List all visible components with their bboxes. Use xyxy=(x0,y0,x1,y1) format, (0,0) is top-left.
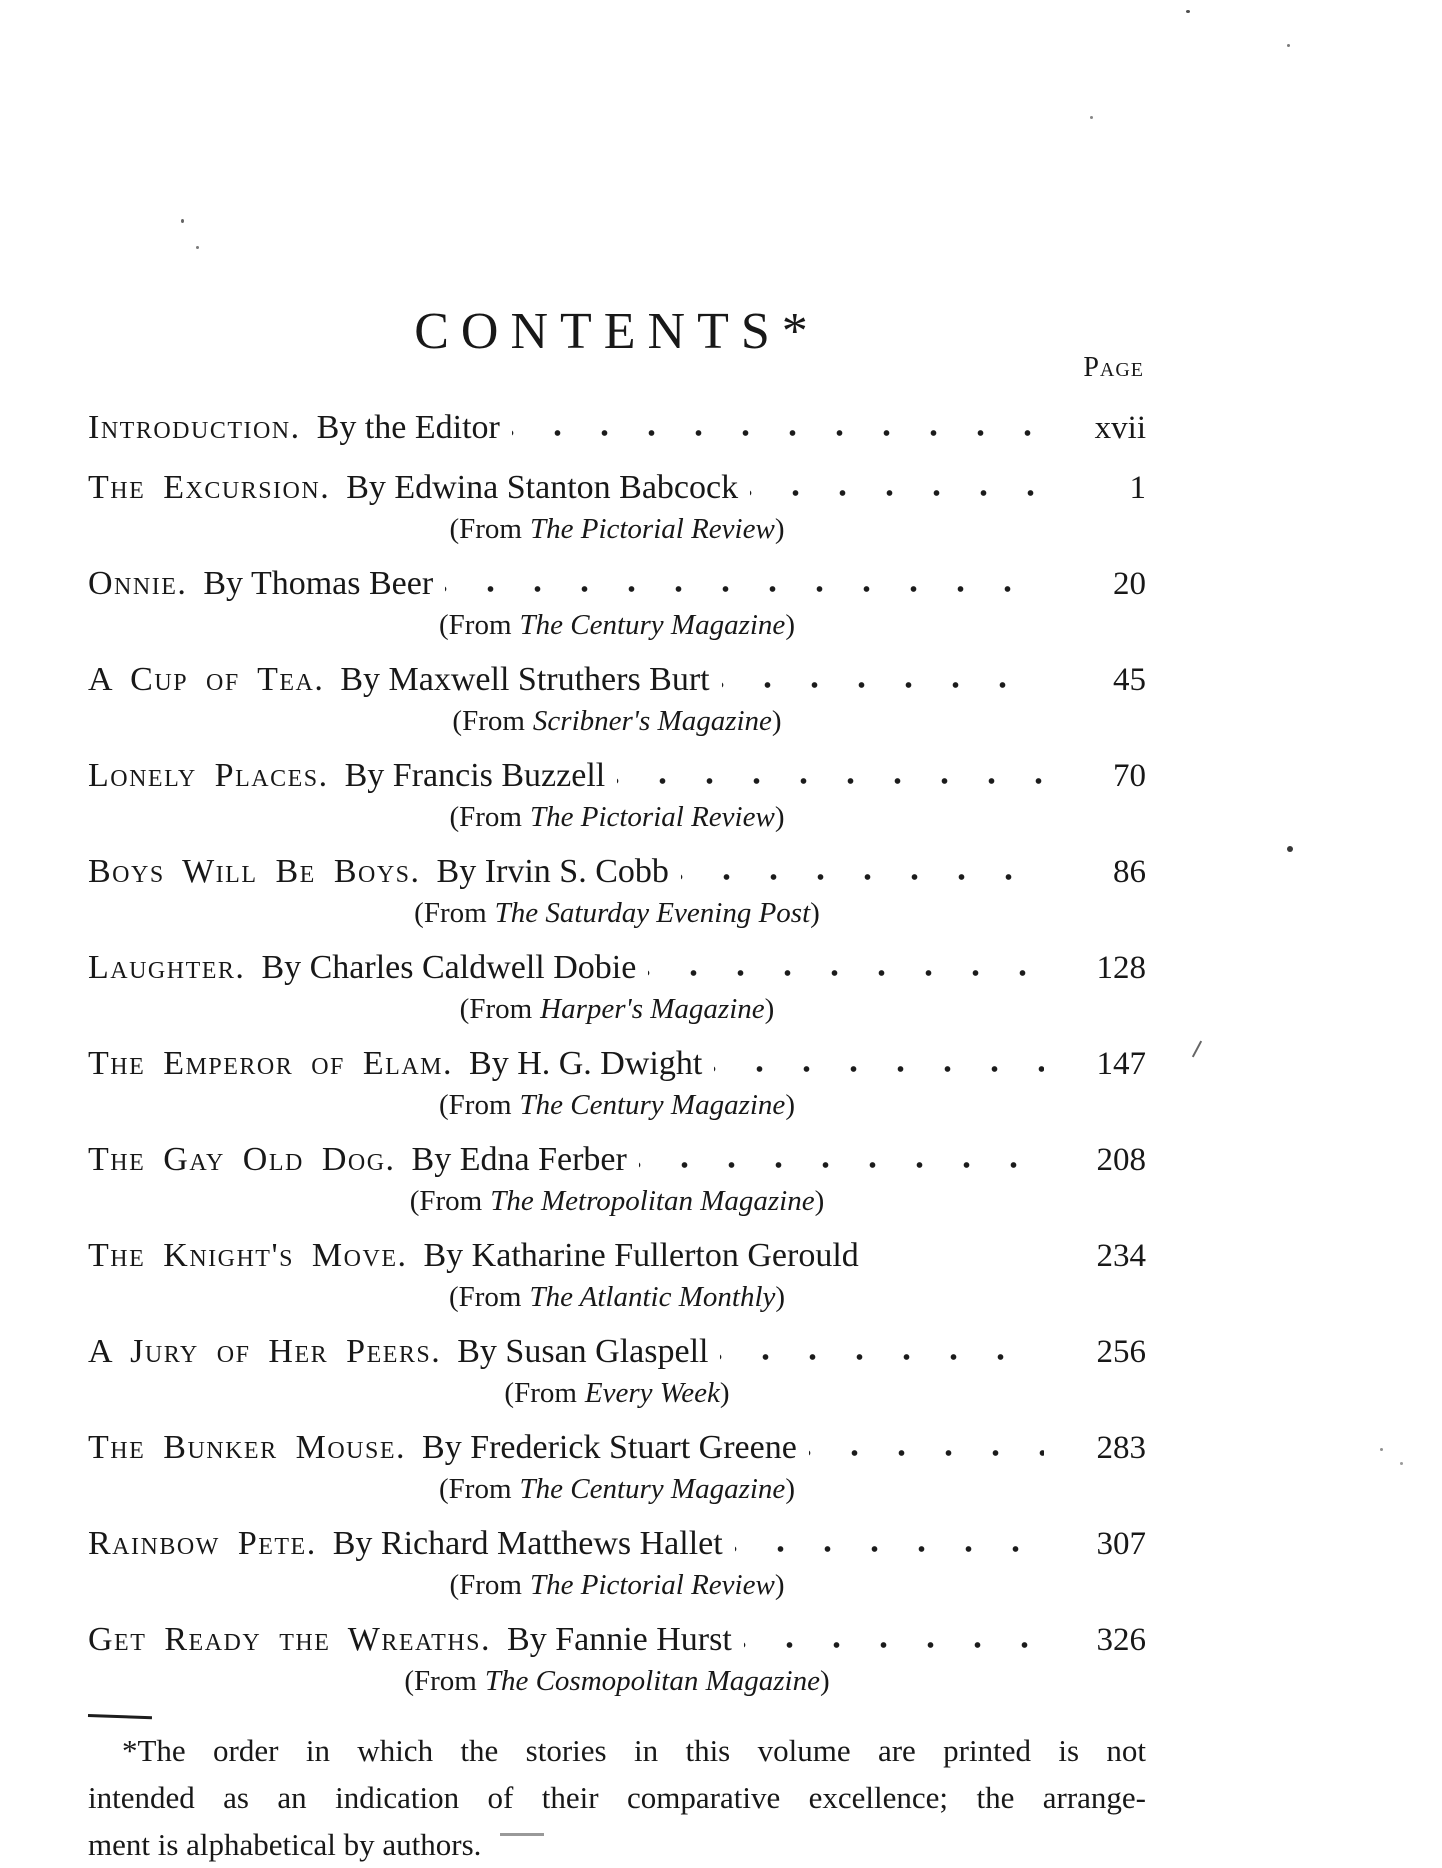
entry-main-row xyxy=(88,754,1146,798)
entry-title: Introduction. xyxy=(88,409,301,446)
entry-page-number: 256 xyxy=(1096,1334,1146,1370)
entry-source-prefix: (From xyxy=(448,1281,522,1313)
entry-dot-leader xyxy=(648,968,1044,978)
entry-source-name: The Metropolitan Magazine xyxy=(490,1185,815,1217)
entry-dot-leader xyxy=(750,488,1044,498)
entry-byline: By Katharine Fullerton Gerould xyxy=(423,1237,859,1274)
entry-source-suffix: ) xyxy=(785,609,795,641)
scan-speck xyxy=(1090,116,1093,119)
contents-entry xyxy=(88,562,1146,642)
entry-page-number: 326 xyxy=(1096,1622,1146,1658)
entry-source-name: The Pictorial Review xyxy=(529,801,775,833)
contents-entry xyxy=(88,946,1146,1026)
entry-page-number: 128 xyxy=(1096,950,1146,986)
entry-page-number: 86 xyxy=(1113,854,1146,890)
entry-source-line xyxy=(88,1089,1146,1122)
contents-entry xyxy=(88,1330,1146,1410)
footnote-line: ment is alphabetical by authors. xyxy=(88,1827,482,1862)
contents-list xyxy=(88,406,1146,1698)
entry-source-prefix: (From xyxy=(439,1473,512,1505)
contents-entry xyxy=(88,1426,1146,1506)
contents-entry xyxy=(88,1234,1146,1314)
entry-source-name: The Pictorial Review xyxy=(529,1569,775,1601)
entry-byline: By Thomas Beer xyxy=(203,565,434,602)
entry-byline: By Edna Ferber xyxy=(411,1141,627,1178)
entry-source-suffix: ) xyxy=(774,801,785,833)
footnote-line: intended as an indication of their comparative excellence; the arrange- xyxy=(88,1780,1146,1815)
entry-byline: By the Editor xyxy=(316,409,500,446)
entry-source-name: Scribner's Magazine xyxy=(532,705,772,737)
contents-entry xyxy=(88,1042,1146,1122)
entry-byline: By Frederick Stuart Greene xyxy=(422,1429,797,1466)
entry-source-prefix: (From xyxy=(452,705,525,737)
entry-source-prefix: (From xyxy=(439,1089,512,1121)
contents-entry xyxy=(88,466,1146,546)
entry-source-name: Harper's Magazine xyxy=(540,993,765,1025)
entry-title: A Jury of Her Peers. xyxy=(88,1333,442,1370)
entry-source-line xyxy=(88,705,1146,738)
contents-entry xyxy=(88,754,1146,834)
entry-main-row xyxy=(88,658,1146,702)
entry-source-name: The Pictorial Review xyxy=(529,513,775,545)
entry-page-number: 307 xyxy=(1096,1526,1146,1562)
entry-dot-leader xyxy=(871,1256,1044,1266)
entry-title: Boys Will Be Boys. xyxy=(88,853,421,890)
entry-main-row xyxy=(88,1042,1146,1086)
entry-byline: By Charles Caldwell Dobie xyxy=(261,949,637,986)
entry-dot-leader xyxy=(681,872,1044,882)
entry-page-number: 20 xyxy=(1113,566,1146,602)
entry-source-prefix: (From xyxy=(409,1185,483,1217)
scan-speck xyxy=(181,219,184,223)
entry-main-row xyxy=(88,850,1146,894)
entry-title: The Emperor of Elam. xyxy=(88,1045,454,1082)
entry-main-row xyxy=(88,1522,1146,1566)
text-column xyxy=(88,0,1146,1868)
entry-dot-leader xyxy=(720,1352,1044,1362)
entry-dot-leader xyxy=(809,1448,1044,1458)
entry-source-suffix: ) xyxy=(719,1377,730,1409)
entry-source-prefix: (From xyxy=(449,801,522,833)
entry-page-number: 70 xyxy=(1113,758,1146,794)
entry-page-number: 234 xyxy=(1096,1238,1146,1274)
entry-source-name: The Atlantic Monthly xyxy=(529,1281,776,1313)
entry-source-prefix: (From xyxy=(449,513,522,545)
entry-dot-leader xyxy=(744,1640,1044,1650)
entry-main-row xyxy=(88,1426,1146,1470)
scan-smudge-line xyxy=(500,1833,544,1836)
contents-entry xyxy=(88,1138,1146,1218)
entry-byline: By H. G. Dwight xyxy=(469,1045,703,1082)
entry-title: Rainbow Pete. xyxy=(88,1525,317,1562)
entry-main-row xyxy=(88,1618,1146,1662)
entry-title: The Excursion. xyxy=(88,469,331,506)
scan-speck xyxy=(1186,10,1190,13)
entry-title: Get Ready the Wreaths. xyxy=(88,1621,492,1658)
entry-source-line xyxy=(88,513,1146,546)
entry-source-suffix: ) xyxy=(771,705,782,737)
entry-title: The Knight's Move. xyxy=(88,1237,408,1274)
entry-main-row xyxy=(88,1330,1146,1374)
entry-page-number: xvii xyxy=(1094,410,1146,446)
scan-speck xyxy=(1287,44,1290,47)
entry-title: The Bunker Mouse. xyxy=(88,1429,407,1466)
entry-main-row xyxy=(88,1138,1146,1182)
entry-source-suffix: ) xyxy=(774,1569,785,1601)
entry-byline: By Maxwell Struthers Burt xyxy=(340,661,710,698)
entry-source-name: The Saturday Evening Post xyxy=(494,897,811,929)
entry-source-prefix: (From xyxy=(439,609,512,641)
entry-source-suffix: ) xyxy=(810,897,820,929)
scan-speck xyxy=(196,246,199,249)
entry-main-row xyxy=(88,946,1146,990)
entry-source-suffix: ) xyxy=(785,1473,795,1505)
entry-dot-leader xyxy=(735,1544,1044,1554)
entry-source-line xyxy=(88,1665,1146,1698)
footnote-separator-rule xyxy=(88,1714,152,1719)
entry-page-number: 45 xyxy=(1113,662,1146,698)
entry-dot-leader xyxy=(617,776,1044,786)
entry-dot-leader xyxy=(512,428,1044,438)
entry-source-suffix: ) xyxy=(819,1665,830,1697)
entry-source-line xyxy=(88,1377,1146,1410)
entry-main-row xyxy=(88,1234,1146,1278)
entry-byline: By Irvin S. Cobb xyxy=(436,853,669,890)
entry-byline: By Fannie Hurst xyxy=(507,1621,732,1658)
entry-dot-leader xyxy=(722,680,1044,690)
entry-source-line xyxy=(88,897,1146,930)
entry-source-line xyxy=(88,609,1146,642)
entry-source-prefix: (From xyxy=(504,1377,577,1409)
entry-byline: By Richard Matthews Hallet xyxy=(332,1525,723,1562)
entry-dot-leader xyxy=(714,1064,1044,1074)
entry-title: Laughter. xyxy=(88,949,246,986)
contents-entry xyxy=(88,850,1146,930)
scan-speck xyxy=(1400,1462,1403,1465)
pen-mark xyxy=(1192,1041,1202,1058)
entry-source-prefix: (From xyxy=(449,1569,522,1601)
entry-page-number: 147 xyxy=(1096,1046,1146,1082)
entry-source-suffix: ) xyxy=(814,1185,825,1217)
footnote xyxy=(88,1714,1146,1868)
scan-speck xyxy=(1380,1448,1383,1451)
entry-source-name: The Cosmopolitan Magazine xyxy=(484,1665,820,1697)
entry-byline: By Francis Buzzell xyxy=(344,757,606,794)
entry-source-name: The Century Magazine xyxy=(519,1089,786,1121)
entry-page-number: 283 xyxy=(1096,1430,1146,1466)
contents-entry xyxy=(88,658,1146,738)
entry-source-suffix: ) xyxy=(775,1281,786,1313)
entry-title: Lonely Places. xyxy=(88,757,329,794)
entry-source-prefix: (From xyxy=(404,1665,477,1697)
contents-entry xyxy=(88,1618,1146,1698)
entry-title: A Cup of Tea. xyxy=(88,661,325,698)
entry-source-suffix: ) xyxy=(774,513,785,545)
page-title: CONTENTS* xyxy=(414,303,820,360)
scan-speck xyxy=(1287,846,1293,852)
entry-source-prefix: (From xyxy=(459,993,533,1025)
entry-source-name: Every Week xyxy=(584,1377,720,1409)
entry-source-line xyxy=(88,1569,1146,1602)
entry-source-line xyxy=(88,1185,1146,1218)
entry-source-line xyxy=(88,1281,1146,1314)
entry-source-name: The Century Magazine xyxy=(519,609,786,641)
entry-source-name: The Century Magazine xyxy=(519,1473,786,1505)
entry-source-suffix: ) xyxy=(764,993,775,1025)
entry-source-line xyxy=(88,1473,1146,1506)
entry-main-row xyxy=(88,466,1146,510)
entry-title: Onnie. xyxy=(88,565,188,602)
entry-dot-leader xyxy=(445,584,1044,594)
entry-source-line xyxy=(88,993,1146,1026)
footnote-line: *The order in which the stories in this volume are printed is not xyxy=(122,1733,1146,1768)
entry-main-row xyxy=(88,562,1146,606)
entry-main-row xyxy=(88,406,1146,450)
entry-source-suffix: ) xyxy=(785,1089,795,1121)
entry-byline: By Edwina Stanton Babcock xyxy=(346,469,739,506)
entry-page-number: 208 xyxy=(1096,1142,1146,1178)
contents-entry xyxy=(88,406,1146,450)
entry-dot-leader xyxy=(639,1160,1044,1170)
entry-byline: By Susan Glaspell xyxy=(457,1333,709,1370)
entry-title: The Gay Old Dog. xyxy=(88,1141,396,1178)
entry-page-number: 1 xyxy=(1129,470,1146,506)
entry-source-prefix: (From xyxy=(414,897,487,929)
contents-entry xyxy=(88,1522,1146,1602)
page-column-header: Page xyxy=(1083,352,1144,383)
entry-source-line xyxy=(88,801,1146,834)
